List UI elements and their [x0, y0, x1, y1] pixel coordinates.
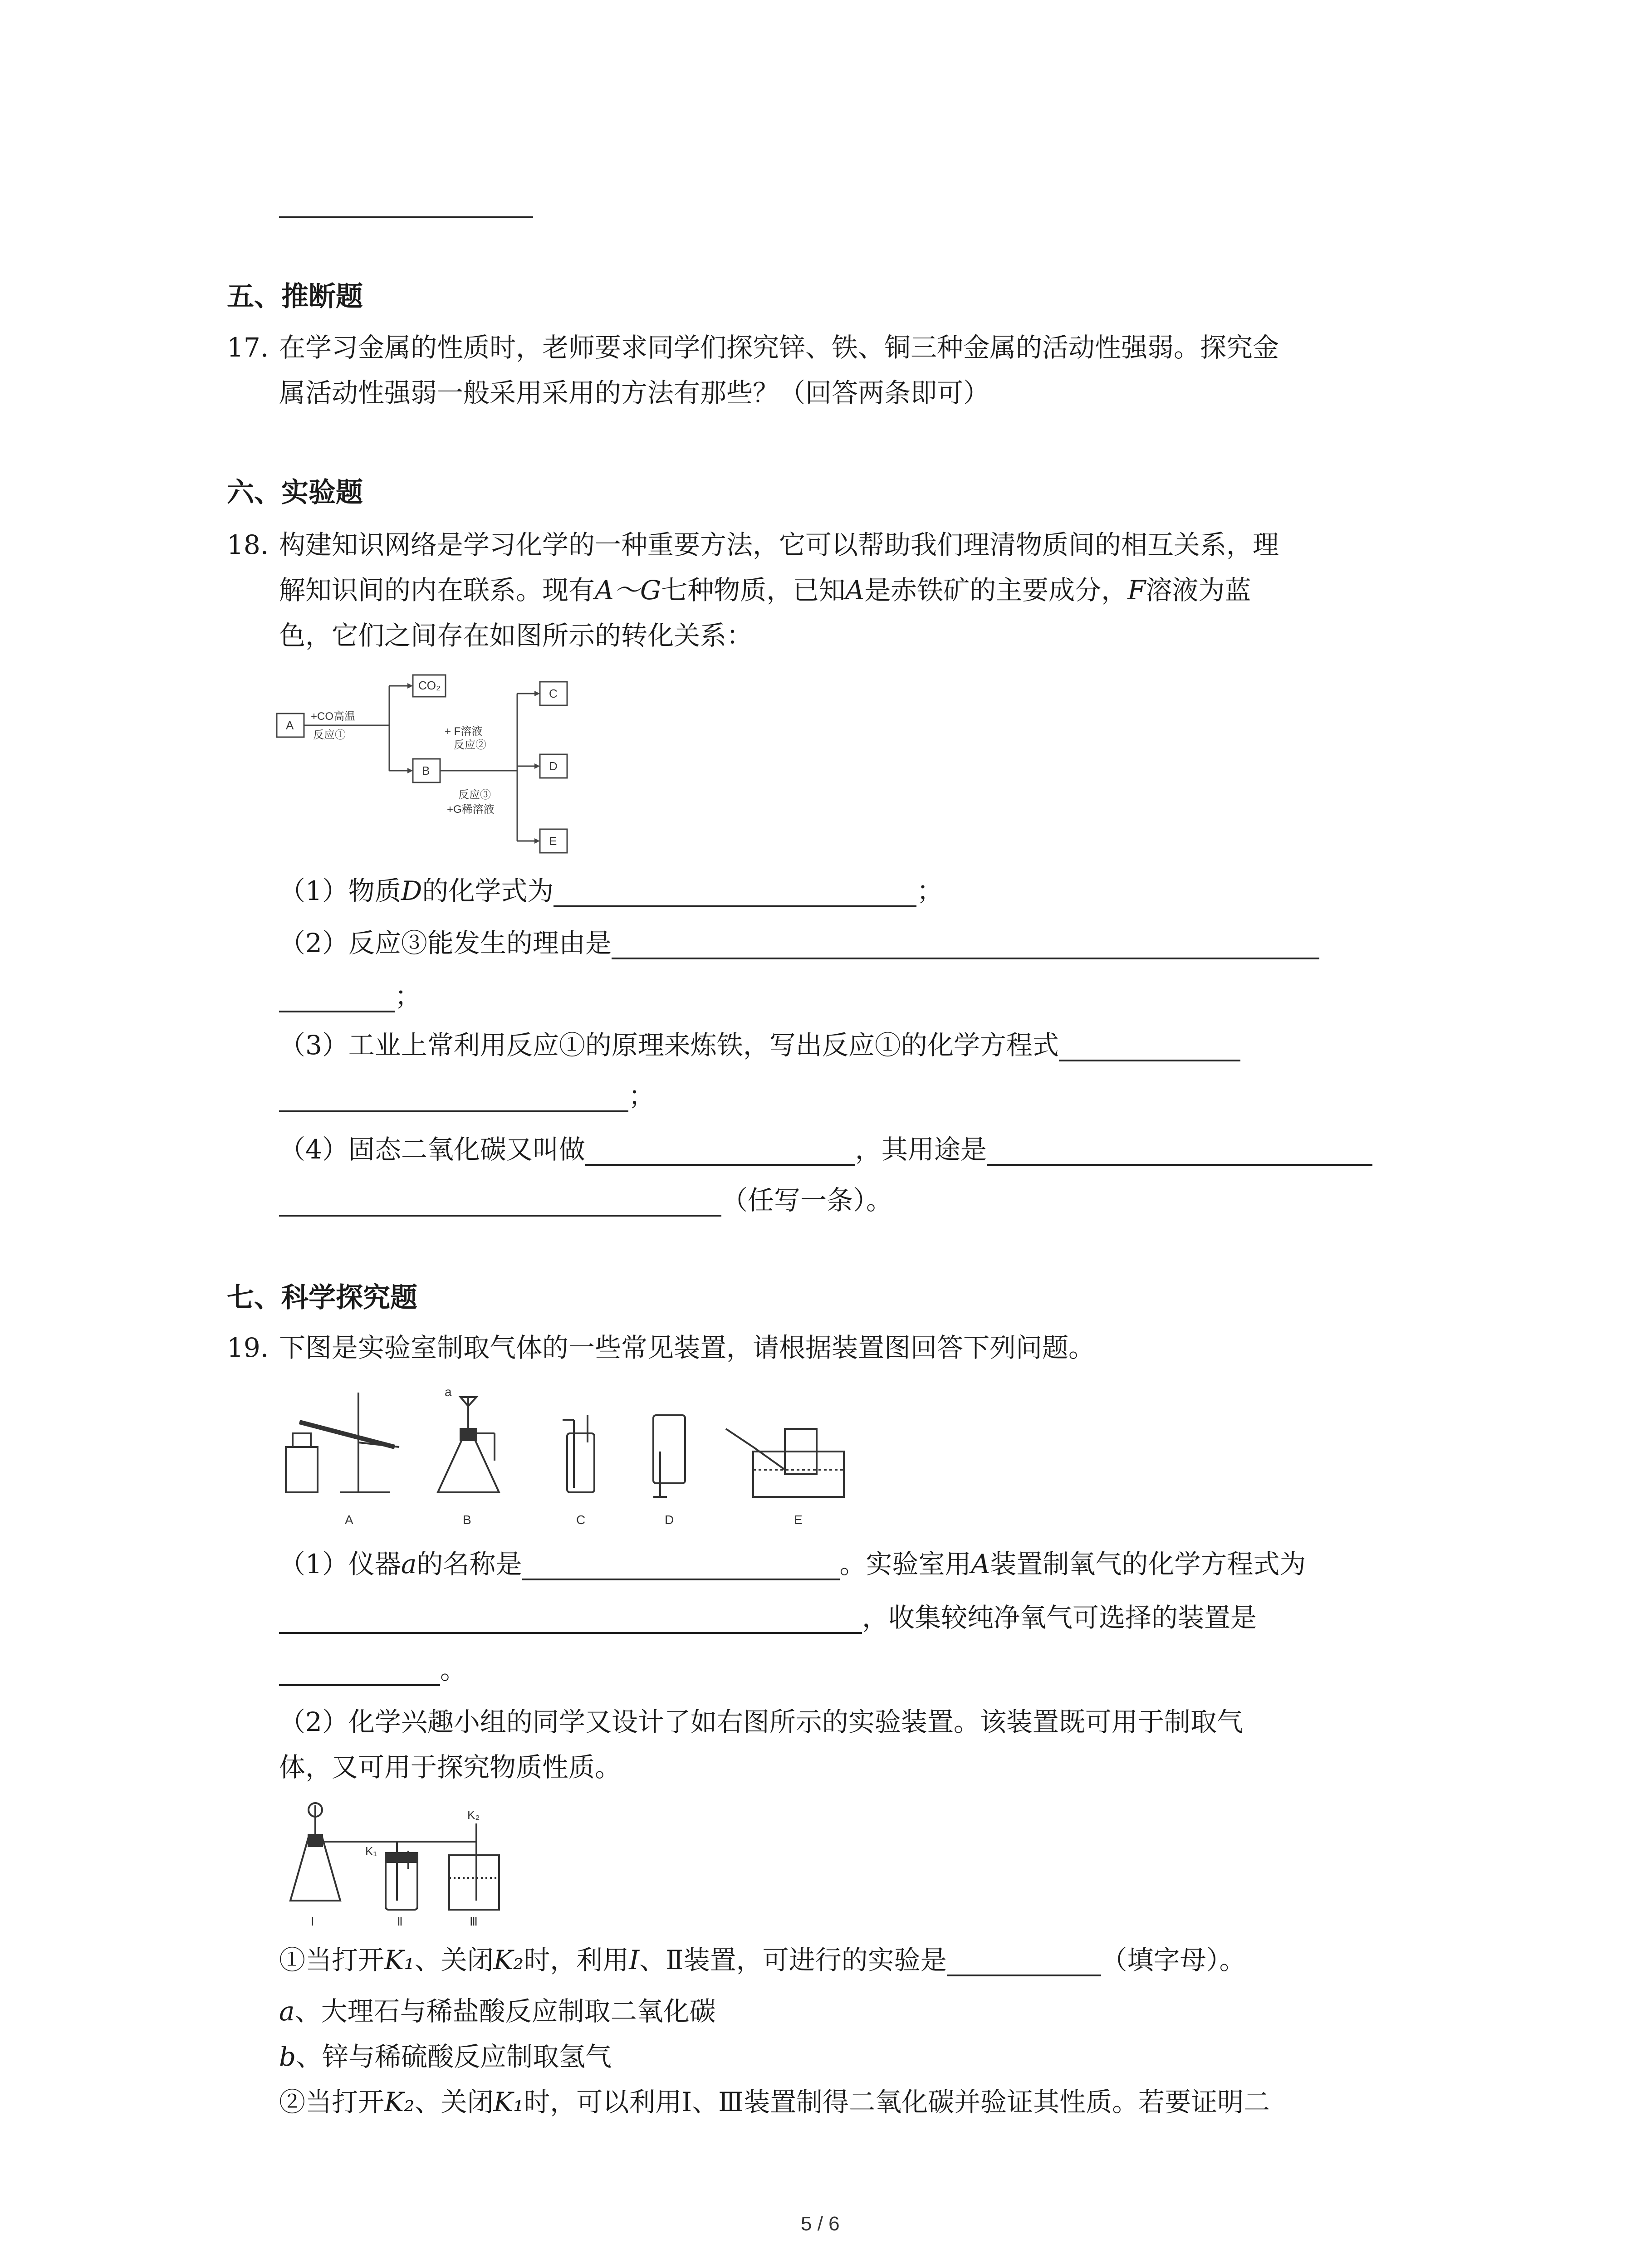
q18-line1	[227, 528, 1279, 561]
var: D	[401, 875, 422, 906]
text: 的名称是	[416, 1549, 522, 1579]
q18-part4	[279, 1133, 1372, 1166]
label-d: D	[549, 759, 558, 773]
q18-part1	[279, 875, 943, 907]
q18-text: 构建知识网络是学习化学的一种重要方法，它可以帮助我们理清物质间的相互关系，理	[279, 529, 1279, 560]
text: 装置制氧气的化学方程式为	[990, 1549, 1306, 1579]
question-number: 19.	[227, 1332, 269, 1363]
q19-part1-cont2	[279, 1653, 466, 1686]
apparatus-d	[653, 1415, 685, 1497]
text: ，其用途是	[855, 1134, 987, 1165]
answer-blank[interactable]	[612, 932, 1319, 959]
q19-choice-b	[279, 2040, 612, 2073]
text: 、锌与稀硫酸反应制取氢气	[296, 2041, 612, 2072]
q18-part3-cont	[279, 1080, 655, 1112]
label-c: C	[576, 1513, 586, 1527]
text: 、大理石与稀盐酸反应制取二氧化碳	[294, 1996, 716, 2027]
q19-part2	[279, 1706, 1243, 1738]
var: A	[971, 1549, 990, 1579]
answer-blank[interactable]	[279, 1607, 862, 1634]
q17-text-cont: 属活动性强弱一般采用采用的方法有那些？（回答两条即可）	[279, 377, 990, 408]
apparatus-c	[563, 1415, 594, 1492]
label-instrument-a: a	[445, 1385, 452, 1399]
question-number: 18.	[227, 529, 269, 560]
q17-line2	[279, 376, 989, 409]
var: F	[1127, 575, 1146, 606]
q19-line1	[227, 1331, 1095, 1364]
label-e: E	[794, 1513, 803, 1527]
label-b: B	[422, 764, 430, 777]
q17-text: 在学习金属的性质时，老师要求同学们探究锌、铁、铜三种金属的活动性强弱。探究金	[279, 332, 1279, 363]
var: b	[279, 2041, 296, 2072]
r2-bottom: 反应②	[454, 739, 486, 751]
answer-blank[interactable]	[987, 1139, 1372, 1166]
text: ；	[916, 875, 943, 906]
q19-choice-a	[279, 1995, 716, 2028]
label-ii: Ⅱ	[397, 1915, 403, 1928]
q18-part4-cont	[279, 1184, 892, 1217]
q18-part2	[279, 927, 1319, 959]
text: ①当打开	[279, 1945, 385, 1975]
label-iii: Ⅲ	[470, 1915, 478, 1928]
question-number: 17.	[227, 332, 269, 363]
q19-option2	[279, 2086, 1270, 2118]
text: 、Ⅱ装置，可进行的实验是	[639, 1945, 947, 1975]
var: K₂	[384, 2087, 415, 2117]
answer-blank[interactable]	[947, 1949, 1101, 1976]
text: 是赤铁矿的主要成分，	[864, 575, 1128, 606]
apparatus-ii	[386, 1842, 417, 1910]
var: A	[845, 575, 865, 606]
text: 的化学式为	[422, 875, 554, 906]
text: ，收集较纯净氧气可选择的装置是	[862, 1602, 1257, 1633]
text: 溶液为蓝	[1146, 575, 1251, 606]
apparatus-iii	[449, 1855, 499, 1910]
label-k2: K₂	[467, 1808, 480, 1822]
var: K₁	[493, 2087, 524, 2117]
label-i: Ⅰ	[311, 1915, 314, 1928]
text: ；	[628, 1080, 655, 1111]
apparatus-i	[290, 1803, 340, 1901]
q19-part1-cont	[279, 1601, 1257, 1634]
text: 时，可以利用Ⅰ、Ⅲ装置制得二氧化碳并验证其性质。若要证明二	[524, 2087, 1270, 2117]
label-a: A	[286, 719, 294, 732]
r3-top: 反应③	[458, 789, 491, 801]
section-heading-7: 七、科学探究题	[227, 1282, 417, 1314]
label-c: C	[549, 687, 558, 700]
q19-apparatus-figure-2	[281, 1796, 535, 1932]
q18-line2	[279, 574, 1251, 606]
answer-blank[interactable]	[279, 1659, 440, 1686]
q19-option1	[279, 1944, 1246, 1976]
text: （1）仪器	[279, 1549, 401, 1579]
text: 。实验室用	[839, 1549, 971, 1579]
answer-blank-top	[279, 216, 533, 218]
q18-conversion-diagram	[272, 667, 617, 866]
answer-blank[interactable]	[279, 1085, 628, 1112]
apparatus-e	[726, 1429, 844, 1497]
answer-blank[interactable]	[279, 985, 395, 1012]
text: （2）化学兴趣小组的同学又设计了如右图所示的实验装置。该装置既可用于制取气	[279, 1706, 1243, 1737]
answer-blank[interactable]	[279, 1189, 721, 1217]
apparatus-a	[286, 1393, 399, 1492]
text: 色，它们之间存在如图所示的转化关系：	[279, 620, 753, 651]
text: （1）物质	[279, 875, 401, 906]
label-k1: K₁	[365, 1844, 377, 1858]
r2-top: + F溶液	[445, 725, 483, 738]
text: 解知识间的内在联系。现有	[279, 575, 595, 606]
section-heading-5: 五、推断题	[227, 281, 363, 313]
apparatus-b	[438, 1397, 499, 1492]
text: （4）固态二氧化碳又叫做	[279, 1134, 585, 1165]
label-b: B	[463, 1513, 471, 1527]
r1-top: +CO高温	[311, 710, 356, 723]
var: A～G	[595, 575, 661, 606]
text: 体，又可用于探究物质性质。	[279, 1752, 622, 1783]
text: ；	[395, 981, 421, 1012]
text: 时，利用	[524, 1945, 629, 1975]
text: （任写一条）。	[721, 1185, 893, 1216]
text: 下图是实验室制取气体的一些常见装置，请根据装置图回答下列问题。	[279, 1332, 1095, 1363]
var: K₁	[384, 1945, 415, 1975]
label-a: A	[345, 1513, 353, 1527]
text: 、关闭	[414, 2087, 494, 2117]
answer-blank[interactable]	[554, 880, 916, 907]
text: 。	[440, 1654, 467, 1685]
section-heading-6: 六、实验题	[227, 477, 363, 508]
r3-bottom: +G稀溶液	[447, 803, 495, 816]
text: ②当打开	[279, 2087, 385, 2117]
q17-line1	[227, 331, 1279, 364]
var: K₂	[493, 1945, 524, 1975]
var: a	[279, 1996, 295, 2027]
q18-part2-cont	[279, 980, 421, 1012]
label-e: E	[549, 834, 557, 848]
q18-line3	[279, 619, 753, 652]
text: 七种物质，已知	[661, 575, 846, 606]
text: （填字母）。	[1101, 1945, 1246, 1975]
q19-part2-cont	[279, 1751, 621, 1784]
var: a	[401, 1549, 417, 1579]
q19-apparatus-figure	[281, 1379, 880, 1529]
answer-blank[interactable]	[522, 1553, 840, 1580]
text: （3）工业上常利用反应①的原理来炼铁，写出反应①的化学方程式	[279, 1030, 1059, 1061]
q18-part3	[279, 1029, 1240, 1061]
label-d: D	[665, 1513, 674, 1527]
page-number: 5 / 6	[801, 2213, 840, 2235]
answer-blank[interactable]	[585, 1139, 855, 1166]
var: I	[629, 1945, 640, 1975]
label-co2: CO₂	[418, 679, 441, 692]
r1-bottom: 反应①	[313, 729, 346, 741]
text: （2）反应③能发生的理由是	[279, 928, 612, 958]
text: 、关闭	[414, 1945, 494, 1975]
answer-blank[interactable]	[1059, 1034, 1240, 1061]
q19-part1	[279, 1548, 1306, 1580]
